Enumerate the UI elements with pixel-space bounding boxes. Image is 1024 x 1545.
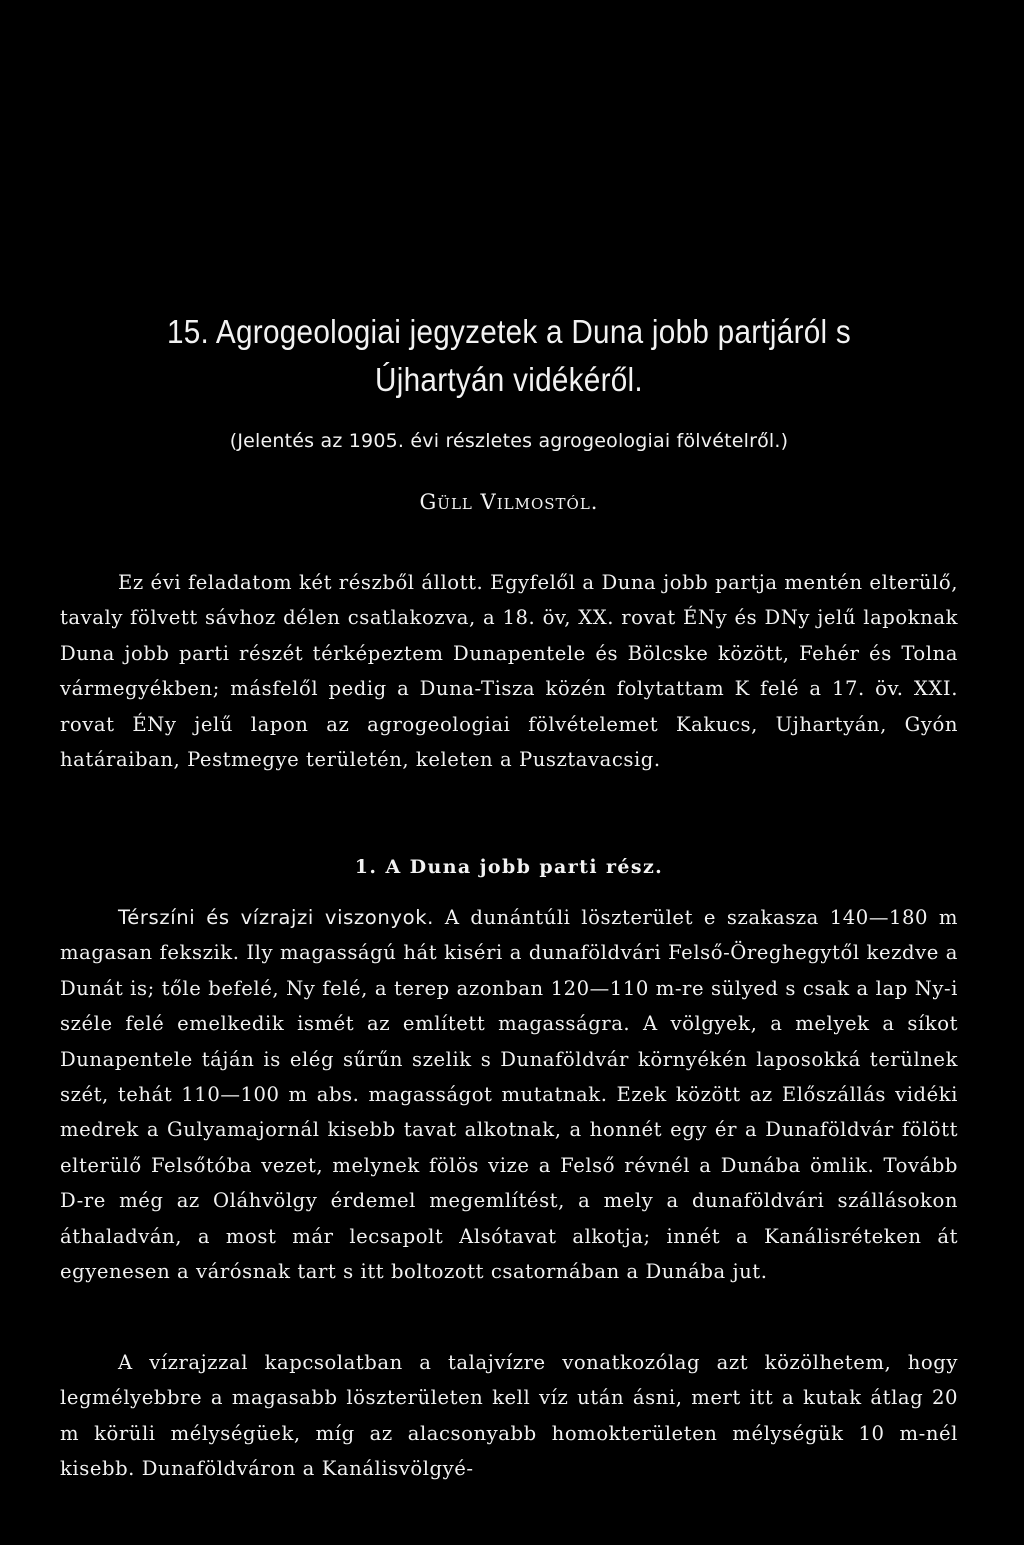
report-subtitle: (Jelentés az 1905. évi részletes agrogeologiai fölvételről.) bbox=[229, 430, 789, 452]
subsection-lead: Térszíni és vízrajzi viszonyok. bbox=[118, 906, 434, 929]
topography-paragraph bbox=[60, 900, 958, 1289]
topography-text: A dunántúli löszterület e szakasza 140—180 m magasan fekszik. Ily magasságú hát kiséri a dunaföldvári Felső-Öreghegytől kezdve a Dunát is; tőle befelé, Ny felé, a terep azonban 120—110 m-re sülyed s csak a lap Ny-i széle felé emelkedik ismét az említett magasságra. A völgyek, a melyek a síkot Dunapentele táján is elég sűrűn szelik s Dunaföldvár környékén laposokká terülnek szét, tehát 110—100 m abs. magasságot mutatnak. Ezek között az Előszállás vidéki medrek a Gulyamajornál kisebb tavat alkotnak, a honnét egy ér a Dunaföldvár fölött elterülő Felsőtóba vezet, melynek fölös vize a Felső révnél a Dunába ömlik. Tovább D-re még az Oláhvölgy érdemel megemlítést, a mely a dunaföldvári szállásokon áthaladván, a most már lecsapolt Alsótavat alkotja; innét a Kanálisréteken át egyenesen a várósnak tart s itt boltozott csatornában a Dunába jut. bbox=[60, 906, 958, 1284]
groundwater-paragraph: A vízrajzzal kapcsolatban a talajvízre vonatkozólag azt közölhetem, hogy legmélyebbre a magasabb löszterületen kell víz után ásni, mert itt a kutak átlag 20 m körüli mélységüek, míg az alacsonyabb homokterületen mélységük 10 m-nél kisebb. Dunaföldváron a Kanálisvölgyé- bbox=[60, 1351, 958, 1481]
document-page bbox=[60, 0, 958, 1545]
article-title: 15. Agrogeologiai jegyzetek a Duna jobb partjáról s Újhartyán vidékéről. bbox=[166, 313, 852, 398]
intro-paragraph: Ez évi feladatom két részből állott. Egyfelől a Duna jobb partja mentén elterülő, tavaly fölvett sávhoz délen csatlakozva, a 18. öv, XX. rovat ÉNy és DNy jelű lapoknak Duna jobb parti részét térképeztem Dunapentele és Bölcske között, Fehér és Tolna vármegyékben; másfelől pedig a Duna-Tisza közén folytattam K felé a 17. öv. XXI. rovat ÉNy jelű lapon az agrogeologiai fölvételemet Kakucs, Ujhartyán, Gyón határaiban, Pestmegye területén, keleten a Pusztavacsig. bbox=[60, 571, 958, 772]
section-heading: 1. A Duna jobb parti rész. bbox=[354, 856, 664, 878]
author-line: Güll Vilmostól. bbox=[419, 490, 599, 514]
